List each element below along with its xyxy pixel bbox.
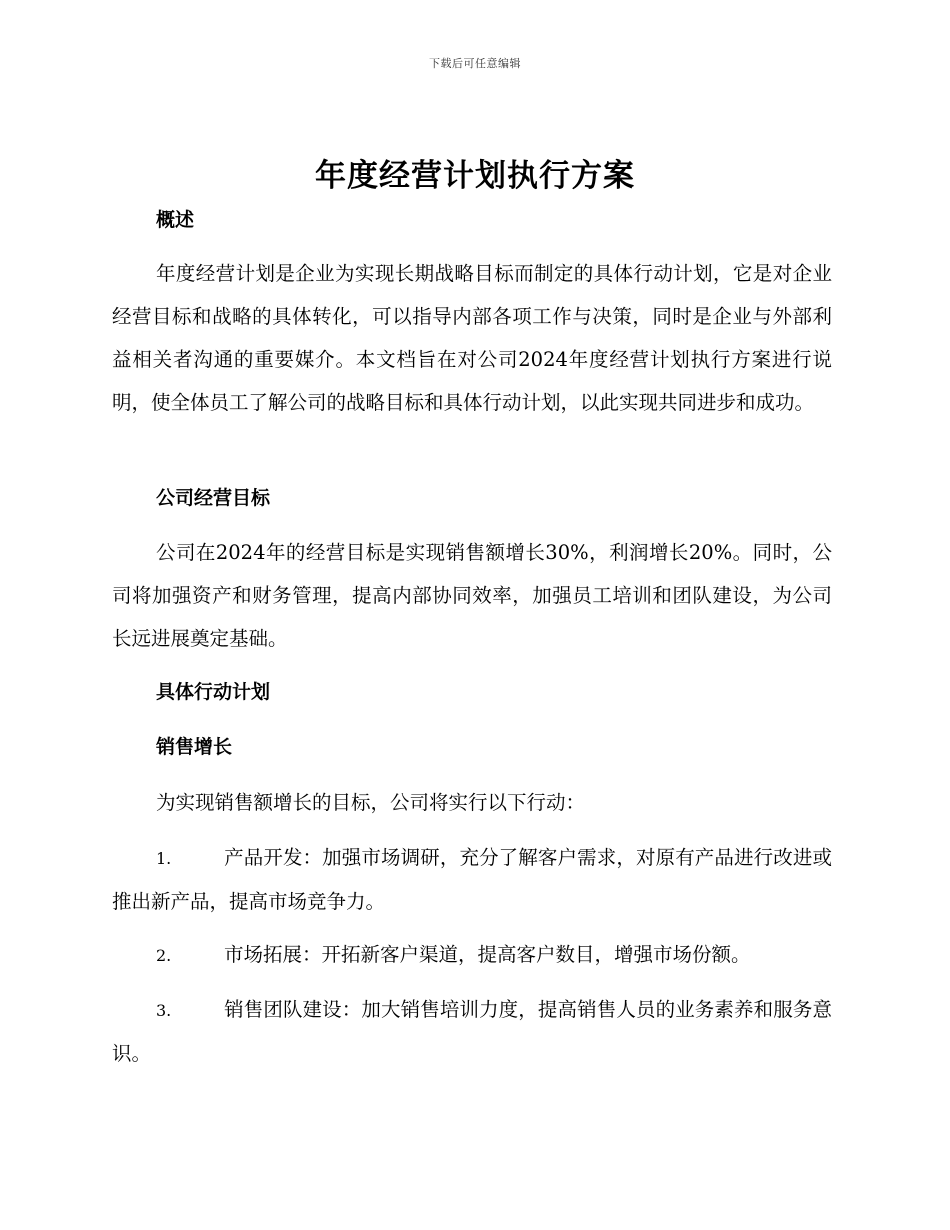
section-sales — [112, 733, 832, 761]
document-title: 年度经营计划执行方案 — [315, 158, 635, 194]
section-overview — [112, 206, 832, 234]
action-item-2 — [112, 933, 832, 977]
list-text: 市场拓展：开拓新客户渠道，提高客户数目，增强市场份额。 — [224, 943, 751, 966]
goals-paragraph-wrap — [112, 531, 832, 660]
list-text: 产品开发：加强市场调研，充分了解客户需求，对原有产品进行改进或推出新产品，提高市场竞争力。 — [112, 846, 832, 913]
list-item — [112, 836, 832, 923]
list-item — [112, 933, 832, 977]
action-item-1 — [112, 836, 832, 923]
list-number: 1. — [156, 849, 172, 868]
plan-heading: 具体行动计划 — [156, 681, 271, 703]
section-goals — [112, 484, 832, 512]
list-item — [112, 988, 832, 1075]
section-plan — [112, 678, 832, 706]
sales-heading: 销售增长 — [156, 736, 233, 758]
list-number: 3. — [156, 1001, 172, 1020]
list-text: 销售团队建设：加大销售培训力度，提高销售人员的业务素养和服务意识。 — [112, 998, 832, 1065]
goals-paragraph: 公司在2024年的经营目标是实现销售额增长30%，利润增长20%。同时，公司将加强资产和财务管理，提高内部协同效率，加强员工培训和团队建设，为公司长远进展奠定基础。 — [112, 541, 832, 650]
overview-paragraph: 年度经营计划是企业为实现长期战略目标而制定的具体行动计划，它是对企业经营目标和战略的具体转化，可以指导内部各项工作与决策，同时是企业与外部利益相关者沟通的重要媒介。本文档旨在对公司2024年度经营计划执行方案进行说明，使全体员工了解公司的战略目标和具体行动计划，以此实现共同进步和成功。 — [112, 262, 832, 414]
goals-heading: 公司经营目标 — [156, 487, 271, 509]
overview-heading: 概述 — [156, 209, 195, 231]
header-note: 下载后可任意编辑 — [429, 57, 521, 70]
sales-intro: 为实现销售额增长的目标，公司将实行以下行动： — [156, 791, 586, 814]
list-number: 2. — [156, 946, 172, 965]
action-item-3 — [112, 988, 832, 1075]
sales-intro-wrap — [112, 781, 832, 824]
overview-paragraph-wrap — [112, 252, 832, 424]
